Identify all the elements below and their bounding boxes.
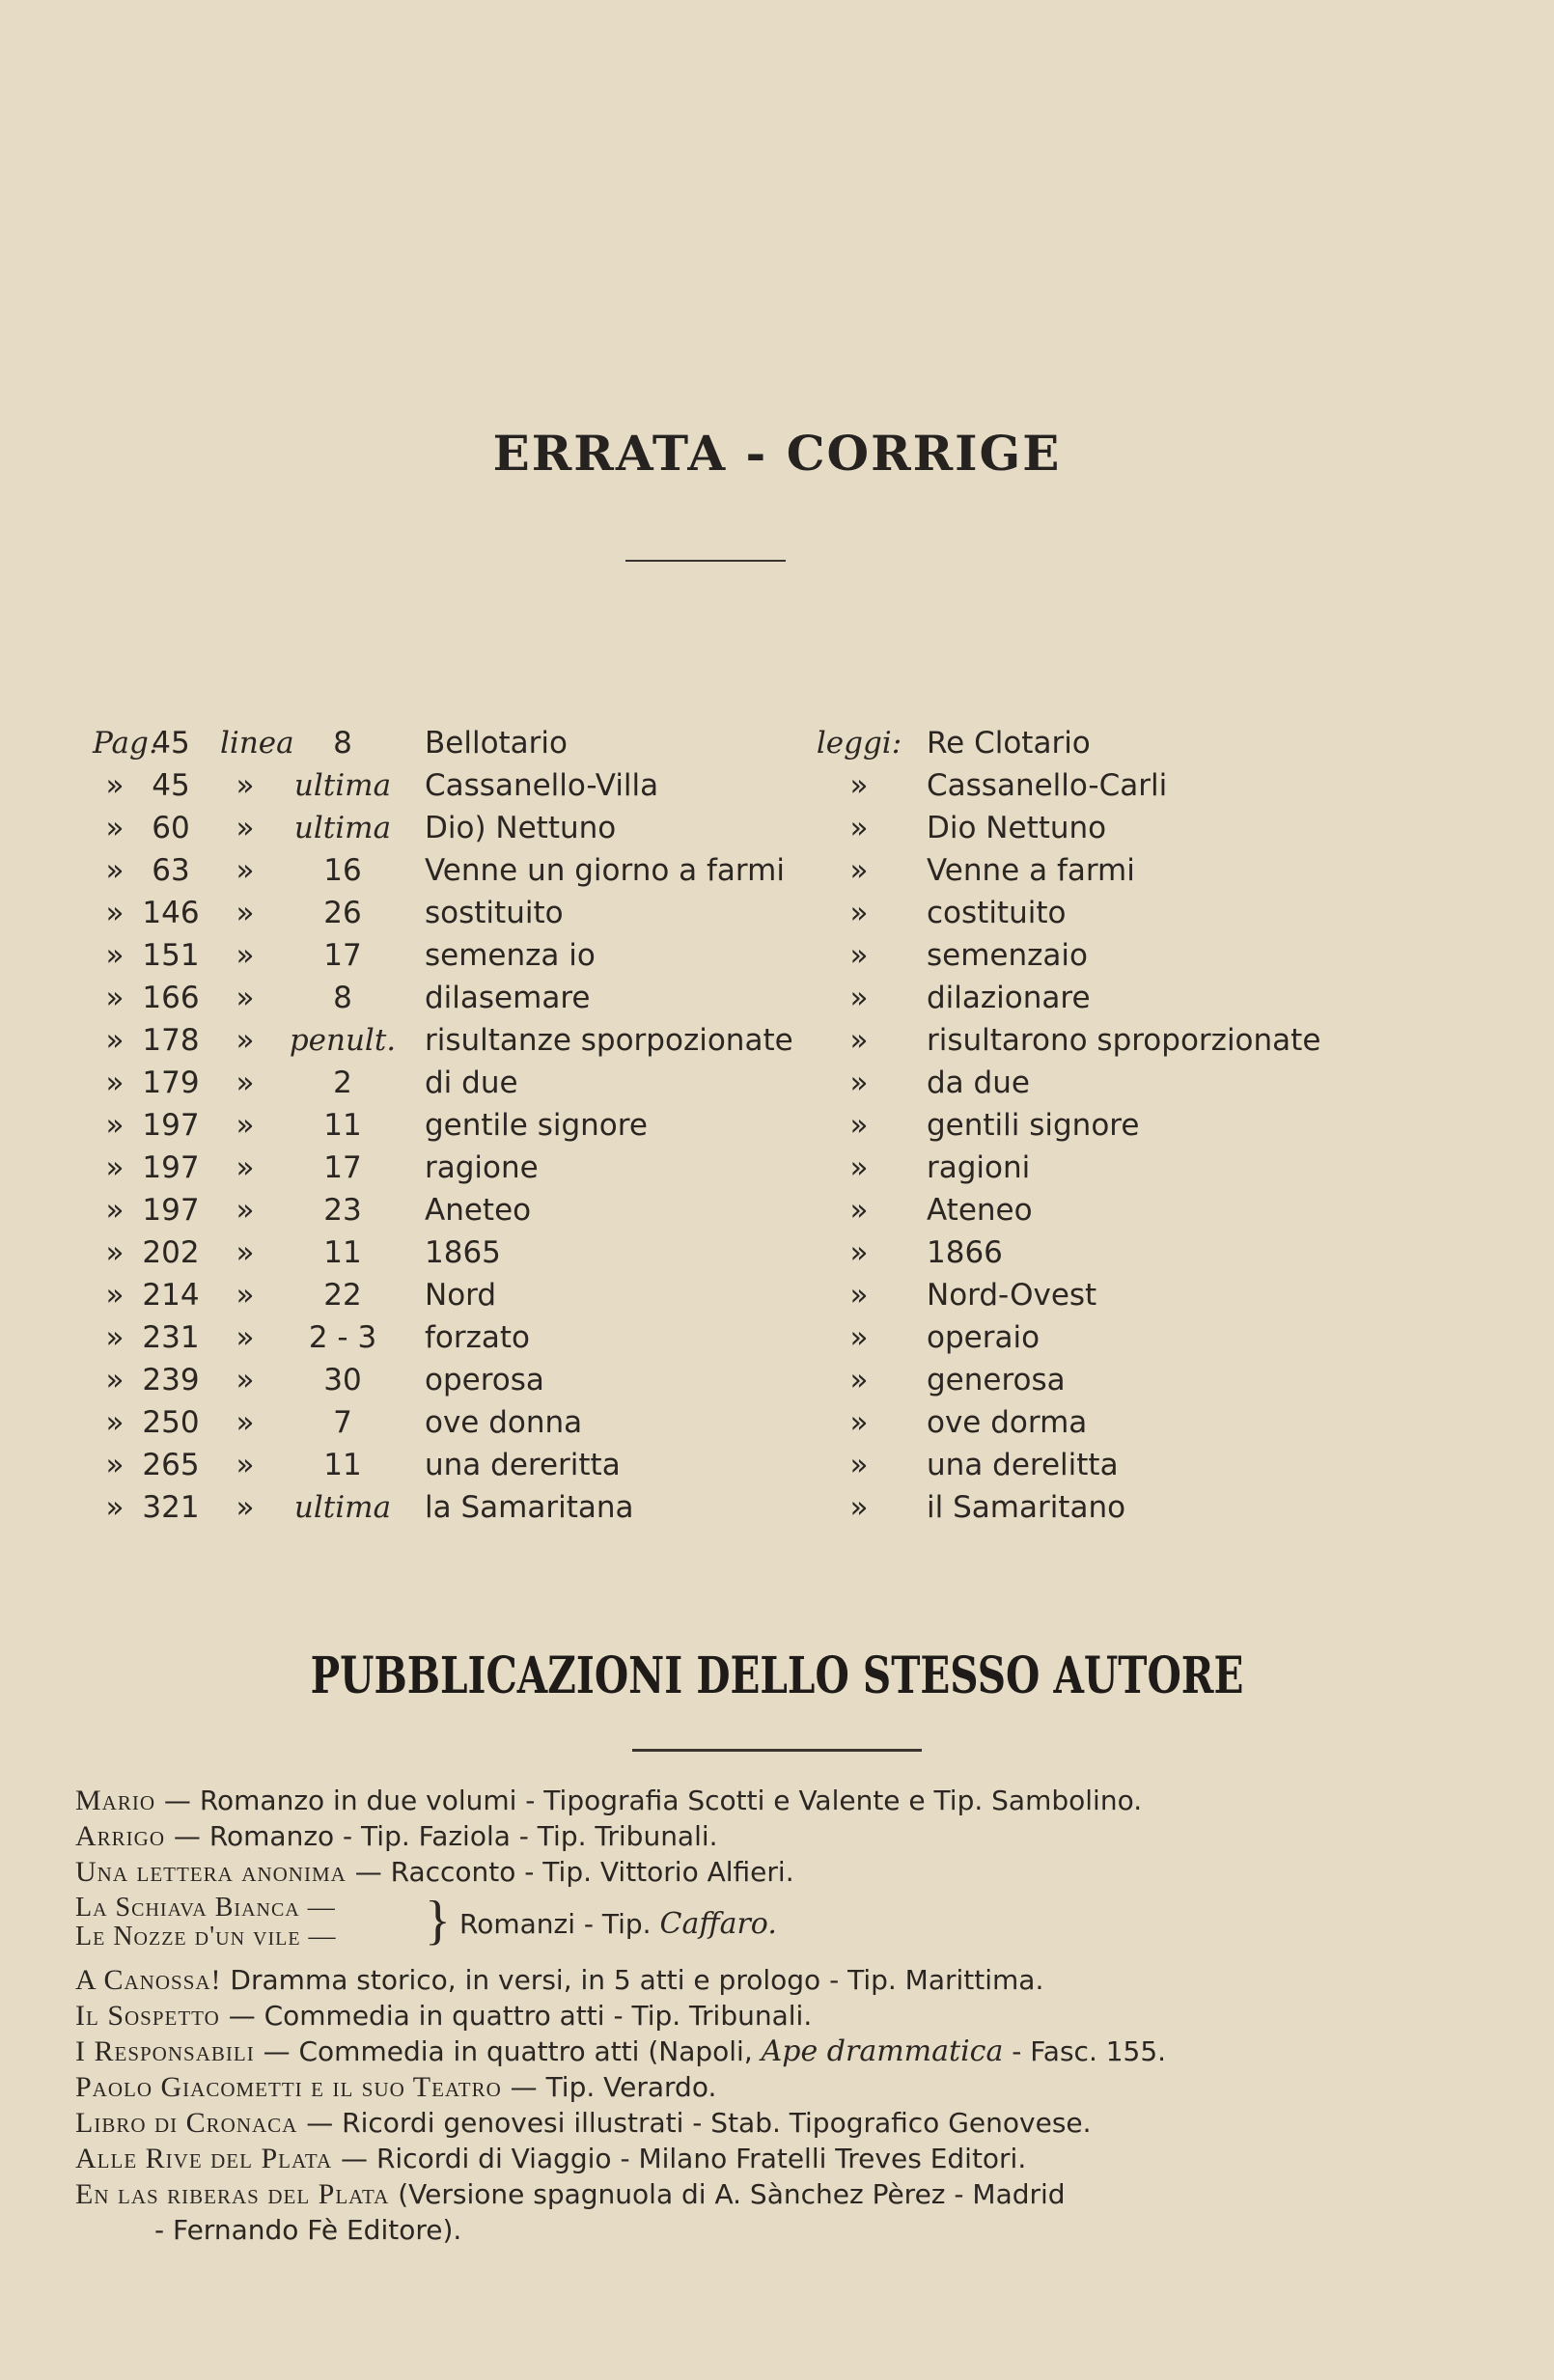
line-label: »	[236, 811, 255, 845]
read-label: »	[849, 1023, 869, 1058]
correct-text: operaio	[927, 1320, 1041, 1355]
wrong-text: Venne un giorno a farmi	[425, 853, 785, 888]
page-number: 197	[142, 1108, 200, 1143]
line-number: penult.	[289, 1023, 397, 1058]
wrong-text: ove donna	[425, 1405, 583, 1440]
line-label: »	[236, 1405, 255, 1440]
errata-header-row	[0, 722, 1554, 764]
correct-text: Venne a farmi	[927, 853, 1135, 888]
wrong-text: 1865	[425, 1235, 501, 1270]
wrong-text: operosa	[425, 1363, 544, 1398]
errata-row	[0, 1401, 1554, 1444]
correct-text: ove dorma	[927, 1405, 1088, 1440]
errata-row	[0, 1486, 1554, 1529]
page-label: »	[105, 896, 125, 930]
read-label: »	[849, 1108, 869, 1143]
read-label: »	[849, 768, 869, 803]
wrong-text: semenza io	[425, 938, 596, 973]
correct-text: generosa	[927, 1363, 1066, 1398]
line-number: 17	[323, 938, 362, 973]
errata-row	[0, 1189, 1554, 1232]
line-number: 23	[323, 1193, 362, 1228]
pub-item: Libro di Cronaca — Ricordi genovesi illustrati - Stab. Tipografico Genovese.	[75, 2107, 1092, 2139]
page-label: »	[105, 1108, 125, 1143]
correct-text: dilazionare	[927, 981, 1091, 1015]
publications-title: PUBBLICAZIONI DELLO STESSO AUTORE	[310, 1647, 1244, 1705]
errata-row	[0, 1274, 1554, 1316]
wrong-text: risultanze sporpozionate	[425, 1023, 793, 1058]
read-label: »	[849, 1150, 869, 1185]
line-number: 16	[323, 853, 362, 888]
line-label: »	[236, 1363, 255, 1398]
pub-braced-line: La Schiava Bianca —	[75, 1893, 336, 1923]
wrong-text: ragione	[425, 1150, 539, 1185]
pub-item: Alle Rive del Plata — Ricordi di Viaggio - Milano Fratelli Treves Editori.	[75, 2143, 1027, 2174]
line-label: »	[236, 1235, 255, 1270]
errata-row	[0, 1147, 1554, 1189]
line-number: ultima	[293, 811, 392, 845]
wrong-text: una dereritta	[425, 1448, 621, 1482]
errata-title: ERRATA - CORRIGE	[492, 425, 1062, 482]
read-label: »	[849, 1363, 869, 1398]
line-label: linea	[220, 726, 294, 761]
errata-row	[0, 1359, 1554, 1401]
read-label: »	[849, 1490, 869, 1525]
page-label: »	[105, 1278, 125, 1313]
read-label: »	[849, 1448, 869, 1482]
line-number: 11	[323, 1235, 362, 1270]
line-label: »	[236, 1490, 255, 1525]
pub-braced-line: Le Nozze d'un vile —	[75, 1922, 337, 1951]
line-number: 2 - 3	[308, 1320, 377, 1355]
errata-row	[0, 849, 1554, 892]
read-label: »	[849, 981, 869, 1015]
correct-text: Re Clotario	[927, 726, 1091, 761]
read-label: »	[849, 1193, 869, 1228]
wrong-text: Dio) Nettuno	[425, 811, 617, 845]
line-label: »	[236, 1150, 255, 1185]
page-number: 151	[142, 938, 200, 973]
line-label: »	[236, 1448, 255, 1482]
read-label: »	[849, 1278, 869, 1313]
title-rule	[625, 560, 786, 562]
errata-row	[0, 1232, 1554, 1274]
wrong-text: Nord	[425, 1278, 497, 1313]
page-label: »	[105, 811, 125, 845]
line-number: ultima	[293, 768, 392, 803]
line-number: 8	[333, 981, 352, 1015]
correct-text: Dio Nettuno	[927, 811, 1107, 845]
line-number: 26	[323, 896, 362, 930]
pub-item: En las riberas del Plata (Versione spagnuola di A. Sànchez Pèrez - Madrid	[75, 2178, 1066, 2210]
page-number: 214	[142, 1278, 200, 1313]
page-label: »	[105, 1320, 125, 1355]
page-label: »	[105, 981, 125, 1015]
errata-row	[0, 1019, 1554, 1062]
page-number: 197	[142, 1193, 200, 1228]
page-label: »	[105, 1150, 125, 1185]
page-number: 146	[142, 896, 200, 930]
line-label: »	[236, 896, 255, 930]
page-number: 166	[142, 981, 200, 1015]
pub-braced-group	[75, 1894, 337, 1951]
line-label: »	[236, 768, 255, 803]
read-label: »	[849, 853, 869, 888]
errata-row	[0, 1316, 1554, 1359]
pub-item: I Responsabili — Commedia in quattro atti (Napoli, Ape drammatica - Fasc. 155.	[75, 2034, 1167, 2068]
page-label: »	[105, 1023, 125, 1058]
pub-item: Una lettera anonima — Racconto - Tip. Vittorio Alfieri.	[75, 1856, 794, 1888]
read-label: »	[849, 1320, 869, 1355]
line-label: »	[236, 1065, 255, 1100]
correct-text: da due	[927, 1065, 1030, 1100]
page-number: 179	[142, 1065, 200, 1100]
correct-text: Cassanello-Carli	[927, 768, 1168, 803]
errata-row	[0, 1062, 1554, 1104]
correct-text: semenzaio	[927, 938, 1088, 973]
wrong-text: Cassanello-Villa	[425, 768, 659, 803]
wrong-text: sostituito	[425, 896, 564, 930]
page-label: »	[105, 768, 125, 803]
page-label: »	[105, 1235, 125, 1270]
pub-braced-desc: Romanzi - Tip. Caffaro.	[459, 1907, 777, 1941]
page-number: 178	[142, 1023, 200, 1058]
read-label: leggi:	[816, 726, 902, 761]
wrong-text: forzato	[425, 1320, 531, 1355]
correct-text: gentili signore	[927, 1108, 1140, 1143]
correct-text: Ateneo	[927, 1193, 1033, 1228]
errata-row	[0, 1104, 1554, 1147]
line-number: 7	[333, 1405, 352, 1440]
read-label: »	[849, 811, 869, 845]
wrong-text: Bellotario	[425, 726, 569, 761]
page-label: »	[105, 1448, 125, 1482]
line-number: 30	[323, 1363, 362, 1398]
page-number: 45	[152, 768, 190, 803]
page-number: 197	[142, 1150, 200, 1185]
line-number: ultima	[293, 1490, 392, 1525]
line-label: »	[236, 1108, 255, 1143]
line-label: »	[236, 1193, 255, 1228]
line-label: »	[236, 1023, 255, 1058]
wrong-text: Aneteo	[425, 1193, 532, 1228]
line-number: 17	[323, 1150, 362, 1185]
pub-item: Arrigo — Romanzo - Tip. Faziola - Tip. Tribunali.	[75, 1820, 718, 1852]
pub-item: Il Sospetto — Commedia in quattro atti - Tip. Tribunali.	[75, 2000, 813, 2032]
page-number: 202	[142, 1235, 200, 1270]
wrong-text: gentile signore	[425, 1108, 648, 1143]
line-number: 22	[323, 1278, 362, 1313]
publications-rule	[632, 1749, 922, 1752]
wrong-text: di due	[425, 1065, 518, 1100]
page-number: 250	[142, 1405, 200, 1440]
page-label: »	[105, 1363, 125, 1398]
line-number: 2	[333, 1065, 352, 1100]
page-number: 45	[152, 726, 190, 761]
page-label: »	[105, 1065, 125, 1100]
line-label: »	[236, 981, 255, 1015]
read-label: »	[849, 896, 869, 930]
errata-row	[0, 934, 1554, 977]
correct-text: costituito	[927, 896, 1067, 930]
line-label: »	[236, 1278, 255, 1313]
page-number: 231	[142, 1320, 200, 1355]
correct-text: risultarono sproporzionate	[927, 1023, 1321, 1058]
page-label: »	[105, 1405, 125, 1440]
pub-item: Mario — Romanzo in due volumi - Tipografia Scotti e Valente e Tip. Sambolino.	[75, 1785, 1143, 1816]
brace-glyph: }	[425, 1891, 451, 1951]
page-label: »	[105, 1490, 125, 1525]
correct-text: ragioni	[927, 1150, 1031, 1185]
errata-row	[0, 764, 1554, 807]
line-number: 8	[333, 726, 352, 761]
read-label: »	[849, 938, 869, 973]
page-label: Pag.	[93, 726, 158, 761]
page-number: 321	[142, 1490, 200, 1525]
line-label: »	[236, 853, 255, 888]
wrong-text: dilasemare	[425, 981, 591, 1015]
read-label: »	[849, 1405, 869, 1440]
errata-row	[0, 1444, 1554, 1486]
page-number: 265	[142, 1448, 200, 1482]
page-label: »	[105, 1193, 125, 1228]
page-label: »	[105, 938, 125, 973]
read-label: »	[849, 1235, 869, 1270]
correct-text: 1866	[927, 1235, 1003, 1270]
wrong-text: la Samaritana	[425, 1490, 634, 1525]
errata-row	[0, 977, 1554, 1019]
errata-row	[0, 807, 1554, 849]
pub-item: A Canossa! Dramma storico, in versi, in 5 atti e prologo - Tip. Marittima.	[75, 1964, 1044, 1996]
page-number: 60	[152, 811, 190, 845]
correct-text: il Samaritano	[927, 1490, 1126, 1525]
line-label: »	[236, 938, 255, 973]
page-label: »	[105, 853, 125, 888]
correct-text: Nord-Ovest	[927, 1278, 1097, 1313]
line-label: »	[236, 1320, 255, 1355]
page-number: 239	[142, 1363, 200, 1398]
line-number: 11	[323, 1448, 362, 1482]
page-number: 63	[152, 853, 190, 888]
pub-item: Paolo Giacometti e il suo Teatro — Tip. Verardo.	[75, 2071, 717, 2103]
read-label: »	[849, 1065, 869, 1100]
errata-row	[0, 892, 1554, 934]
correct-text: una derelitta	[927, 1448, 1119, 1482]
line-number: 11	[323, 1108, 362, 1143]
pub-item-continuation: - Fernando Fè Editore).	[154, 2214, 462, 2246]
